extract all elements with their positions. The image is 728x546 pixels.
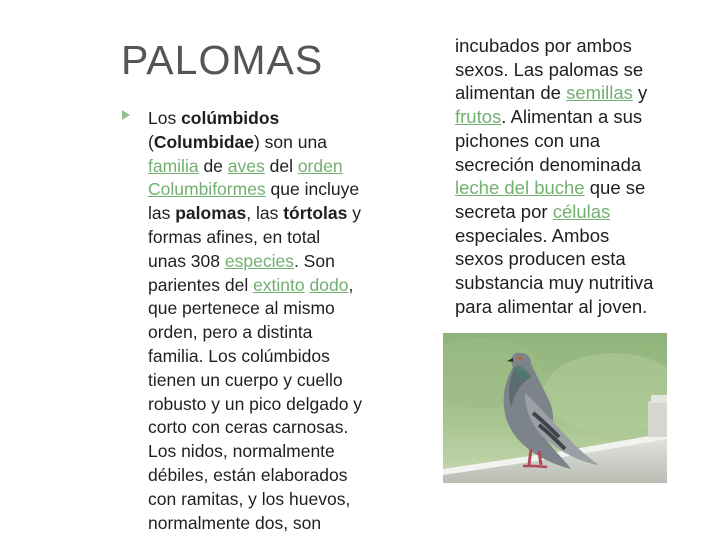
text-line: pichones con una: [455, 129, 601, 151]
text-line: con ramitas, y los huevos,: [148, 488, 351, 509]
text: y: [632, 82, 648, 104]
link-aves[interactable]: aves: [227, 155, 265, 176]
text: del: [264, 155, 298, 176]
text-line: familia. Los colúmbidos: [148, 345, 330, 366]
text-line: [148, 202, 408, 226]
right-text-column: [455, 34, 705, 318]
link-frutos[interactable]: frutos: [455, 106, 502, 128]
link-orden[interactable]: orden: [297, 155, 343, 176]
text-line: substancia muy nutritiva: [455, 272, 654, 294]
text: ,: [348, 274, 354, 295]
text-line: formas afines, en total: [148, 226, 321, 247]
text-line: [148, 107, 408, 131]
text-line: para alimentar al joven.: [455, 295, 648, 317]
link-columbiformes[interactable]: Columbiformes: [148, 179, 266, 200]
text-line: [148, 274, 408, 298]
text-line: [455, 81, 705, 105]
bold-term: colúmbidos: [181, 108, 280, 128]
text: que se: [584, 177, 646, 199]
text-line: robusto y un pico delgado y: [148, 393, 363, 414]
link-dodo[interactable]: dodo: [309, 274, 349, 295]
text-line: especiales. Ambos: [455, 224, 610, 246]
left-text-column: [148, 107, 408, 535]
text: , las: [246, 203, 284, 224]
text-line: corto con ceras carnosas.: [148, 417, 349, 438]
text-line: orden, pero a distinta: [148, 322, 313, 343]
text-line: sexos. Las palomas se: [455, 58, 644, 80]
text-line: [455, 105, 705, 129]
link-familia[interactable]: familia: [148, 155, 199, 176]
bold-term: tórtolas: [283, 203, 348, 224]
text: y: [347, 203, 362, 224]
text-line: normalmente dos, son: [148, 512, 322, 533]
text: que incluye: [265, 179, 360, 200]
link-celulas[interactable]: células: [552, 200, 611, 222]
text-line: [455, 176, 705, 200]
link-especies[interactable]: especies: [224, 250, 294, 271]
text-line: incubados por ambos: [455, 35, 632, 56]
text-line: que pertenece al mismo: [148, 298, 335, 319]
text-line: débiles, están elaborados: [148, 464, 348, 485]
text-line: tienen un cuerpo y cuello: [148, 369, 343, 390]
text-line: [148, 178, 408, 202]
text: de: [198, 155, 228, 176]
text-line: [148, 155, 408, 179]
text: ) son una: [253, 131, 327, 152]
text: . Son: [293, 250, 335, 271]
text: alimentan de: [455, 82, 567, 104]
bullet-arrow-icon: [122, 110, 130, 120]
text: (: [148, 131, 154, 152]
text: . Alimentan a sus: [501, 106, 643, 128]
text-line: sexos producen esta: [455, 248, 626, 270]
text: secreta por: [455, 200, 553, 222]
text: las: [148, 203, 176, 224]
bold-term: Columbidae: [153, 131, 254, 152]
text: parientes del: [148, 274, 254, 295]
text-line: [148, 131, 408, 155]
link-extinto[interactable]: extinto: [253, 274, 305, 295]
text-line: [455, 200, 705, 224]
text-line: secreción denominada: [455, 153, 642, 175]
text: Los: [148, 108, 182, 128]
link-leche-del-buche[interactable]: leche del buche: [455, 177, 585, 199]
link-semillas[interactable]: semillas: [566, 82, 633, 104]
text-line: Los nidos, normalmente: [148, 441, 335, 462]
slide-title: PALOMAS: [121, 37, 324, 83]
pigeon-photo: [443, 333, 667, 483]
bold-term: palomas: [175, 203, 247, 224]
text-line: [148, 250, 408, 274]
text: unas 308: [148, 250, 225, 271]
pigeon-image: [443, 333, 667, 483]
